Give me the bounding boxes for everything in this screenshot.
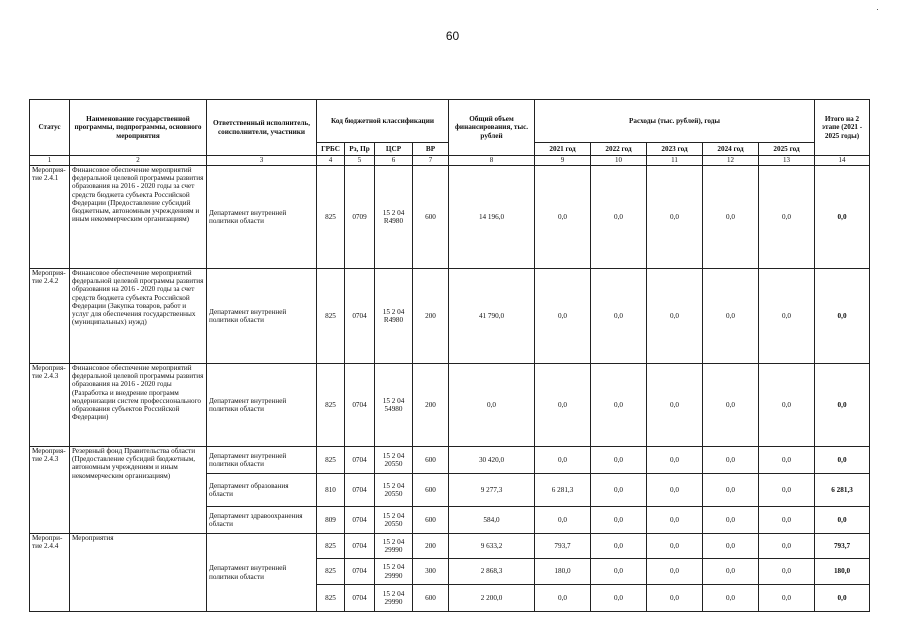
csr-cell: 15 2 04 29990: [375, 534, 413, 559]
stage-total-cell: 793,7: [815, 534, 870, 559]
total-cell: 14 196,0: [449, 166, 535, 269]
y2021-cell: 180,0: [535, 559, 591, 585]
total-cell: 0,0: [449, 364, 535, 447]
grbs-cell: 825: [317, 269, 345, 364]
y2025-cell: 0,0: [759, 447, 815, 474]
rzpr-cell: 0704: [345, 534, 375, 559]
index-cell: 7: [413, 156, 449, 166]
total-cell: 584,0: [449, 507, 535, 534]
stage-total-cell: 0,0: [815, 585, 870, 612]
header-row: [30, 100, 870, 143]
grbs-cell: 825: [317, 166, 345, 269]
status-cell: Мероприя- тие 2.4.3: [30, 364, 70, 447]
y2024-cell: 0,0: [703, 166, 759, 269]
total-cell: 2 868,3: [449, 559, 535, 585]
y2021-cell: 0,0: [535, 364, 591, 447]
y2021-cell: 793,7: [535, 534, 591, 559]
grbs-cell: 810: [317, 474, 345, 507]
y2022-cell: 0,0: [591, 534, 647, 559]
name-cell: Резервный фонд Правительства области (Предоставление субсидий бюджетным, автономным учреждениям и иным некоммерческим организациям): [70, 447, 207, 534]
y2023-cell: 0,0: [647, 559, 703, 585]
y2025-cell: 0,0: [759, 166, 815, 269]
executor-cell: Департамент внутренней политики области: [207, 364, 317, 447]
rzpr-cell: 0704: [345, 447, 375, 474]
index-cell: 3: [207, 156, 317, 166]
col-name: Наименование государственной программы, подпрограммы, основного мероприятия: [70, 100, 207, 156]
total-cell: 9 633,2: [449, 534, 535, 559]
col-vr: ВР: [413, 143, 449, 156]
y2024-cell: 0,0: [703, 364, 759, 447]
stage-total-cell: 0,0: [815, 269, 870, 364]
page-number: 60: [445, 29, 460, 43]
y2024-cell: 0,0: [703, 559, 759, 585]
stage-total-cell: 0,0: [815, 364, 870, 447]
budget-table: [29, 99, 870, 612]
rzpr-cell: 0704: [345, 474, 375, 507]
y2023-cell: 0,0: [647, 166, 703, 269]
y2025-cell: 0,0: [759, 559, 815, 585]
executor-cell: Департамент образования области: [207, 474, 317, 507]
y2022-cell: 0,0: [591, 364, 647, 447]
col-stage-total: Итого на 2 этапе (2021 - 2025 годы): [815, 100, 870, 156]
vr-cell: 600: [413, 507, 449, 534]
total-cell: 30 420,0: [449, 447, 535, 474]
y2021-cell: 0,0: [535, 269, 591, 364]
col-2022: 2022 год: [591, 143, 647, 156]
rzpr-cell: 0709: [345, 166, 375, 269]
y2022-cell: 0,0: [591, 474, 647, 507]
executor-cell: Департамент внутренней политики области: [207, 269, 317, 364]
y2024-cell: 0,0: [703, 507, 759, 534]
name-cell: Финансовое обеспечение мероприятий федеральной целевой программы развития образования на 2016 - 2020 годы (Разработка и внедрение программ модернизации систем профессионального образования субъектов Российской Федерации): [70, 364, 207, 447]
col-executor: Ответственный исполнитель, соисполнители, участники: [207, 100, 317, 156]
table-row: [30, 166, 870, 269]
executor-cell: Департамент внутренней политики области: [207, 534, 317, 612]
csr-cell: 15 2 04 R4980: [375, 166, 413, 269]
col-status: Статус: [30, 100, 70, 156]
index-row: [30, 156, 870, 166]
y2022-cell: 0,0: [591, 447, 647, 474]
y2021-cell: 0,0: [535, 447, 591, 474]
vr-cell: 600: [413, 447, 449, 474]
rzpr-cell: 0704: [345, 559, 375, 585]
y2022-cell: 0,0: [591, 559, 647, 585]
y2021-cell: 0,0: [535, 585, 591, 612]
name-cell: Мероприятия: [70, 534, 207, 612]
status-cell: Мероприя- тие 2.4.1: [30, 166, 70, 269]
executor-cell: Департамент внутренней политики области: [207, 166, 317, 269]
index-cell: 2: [70, 156, 207, 166]
y2022-cell: 0,0: [591, 507, 647, 534]
y2023-cell: 0,0: [647, 534, 703, 559]
index-cell: 6: [375, 156, 413, 166]
csr-cell: 15 2 04 29990: [375, 559, 413, 585]
y2023-cell: 0,0: [647, 474, 703, 507]
col-expenses: Расходы (тыс. рублей), годы: [535, 100, 815, 143]
vr-cell: 600: [413, 585, 449, 612]
total-cell: 9 277,3: [449, 474, 535, 507]
y2022-cell: 0,0: [591, 269, 647, 364]
y2023-cell: 0,0: [647, 507, 703, 534]
col-grbs: ГРБС: [317, 143, 345, 156]
index-cell: 5: [345, 156, 375, 166]
y2025-cell: 0,0: [759, 474, 815, 507]
vr-cell: 200: [413, 269, 449, 364]
y2021-cell: 0,0: [535, 166, 591, 269]
y2022-cell: 0,0: [591, 166, 647, 269]
vr-cell: 600: [413, 474, 449, 507]
index-cell: 13: [759, 156, 815, 166]
y2025-cell: 0,0: [759, 269, 815, 364]
total-cell: 2 200,0: [449, 585, 535, 612]
stage-total-cell: 6 281,3: [815, 474, 870, 507]
scan-speck: [877, 9, 878, 10]
y2024-cell: 0,0: [703, 269, 759, 364]
grbs-cell: 825: [317, 534, 345, 559]
grbs-cell: 809: [317, 507, 345, 534]
col-2025: 2025 год: [759, 143, 815, 156]
table-row: [30, 364, 870, 447]
index-cell: 1: [30, 156, 70, 166]
grbs-cell: 825: [317, 364, 345, 447]
y2025-cell: 0,0: [759, 364, 815, 447]
csr-cell: 15 2 04 29990: [375, 585, 413, 612]
status-cell: Мероприя- тие 2.4.3: [30, 447, 70, 534]
col-2024: 2024 год: [703, 143, 759, 156]
y2024-cell: 0,0: [703, 474, 759, 507]
col-rzpr: Рз, Пр: [345, 143, 375, 156]
csr-cell: 15 2 04 20550: [375, 474, 413, 507]
csr-cell: 15 2 04 20550: [375, 447, 413, 474]
index-cell: 12: [703, 156, 759, 166]
grbs-cell: 825: [317, 559, 345, 585]
y2024-cell: 0,0: [703, 447, 759, 474]
stage-total-cell: 0,0: [815, 166, 870, 269]
vr-cell: 200: [413, 364, 449, 447]
rzpr-cell: 0704: [345, 507, 375, 534]
executor-cell: Департамент здравоохранения области: [207, 507, 317, 534]
table-row: [30, 534, 870, 559]
rzpr-cell: 0704: [345, 364, 375, 447]
col-2021: 2021 год: [535, 143, 591, 156]
col-2023: 2023 год: [647, 143, 703, 156]
rzpr-cell: 0704: [345, 269, 375, 364]
y2023-cell: 0,0: [647, 364, 703, 447]
stage-total-cell: 0,0: [815, 447, 870, 474]
grbs-cell: 825: [317, 447, 345, 474]
col-csr: ЦСР: [375, 143, 413, 156]
table-row: [30, 269, 870, 364]
y2025-cell: 0,0: [759, 534, 815, 559]
status-cell: Меропри- тие 2.4.4: [30, 534, 70, 612]
name-cell: Финансовое обеспечение мероприятий федеральной целевой программы развития образования на 2016 - 2020 годы за счет средств бюджета субъекта Российской Федерации (Закупка товаров, работ и услуг для обеспечения государственных (муниципальных) нужд): [70, 269, 207, 364]
vr-cell: 200: [413, 534, 449, 559]
y2024-cell: 0,0: [703, 585, 759, 612]
stage-total-cell: 0,0: [815, 507, 870, 534]
table-row: [30, 447, 870, 474]
vr-cell: 600: [413, 166, 449, 269]
executor-cell: Департамент внутренней политики области: [207, 447, 317, 474]
index-cell: 9: [535, 156, 591, 166]
col-total-funding: Общий объем финансирования, тыс. рублей: [449, 100, 535, 156]
vr-cell: 300: [413, 559, 449, 585]
csr-cell: 15 2 04 20550: [375, 507, 413, 534]
y2021-cell: 0,0: [535, 507, 591, 534]
y2023-cell: 0,0: [647, 585, 703, 612]
y2022-cell: 0,0: [591, 585, 647, 612]
index-cell: 11: [647, 156, 703, 166]
rzpr-cell: 0704: [345, 585, 375, 612]
y2024-cell: 0,0: [703, 534, 759, 559]
y2025-cell: 0,0: [759, 507, 815, 534]
grbs-cell: 825: [317, 585, 345, 612]
col-budget-code: Код бюджетной классификации: [317, 100, 449, 143]
csr-cell: 15 2 04 R4980: [375, 269, 413, 364]
index-cell: 8: [449, 156, 535, 166]
index-cell: 14: [815, 156, 870, 166]
y2023-cell: 0,0: [647, 269, 703, 364]
name-cell: Финансовое обеспечение мероприятий федеральной целевой программы развития образования на 2016 - 2020 годы за счет средств бюджета субъекта Российской Федерации (Предоставление субсидий бюджетным, автономным учреждениям и иным некоммерческим организациям): [70, 166, 207, 269]
y2021-cell: 6 281,3: [535, 474, 591, 507]
csr-cell: 15 2 04 54980: [375, 364, 413, 447]
y2025-cell: 0,0: [759, 585, 815, 612]
index-cell: 4: [317, 156, 345, 166]
status-cell: Мероприя- тие 2.4.2: [30, 269, 70, 364]
total-cell: 41 790,0: [449, 269, 535, 364]
stage-total-cell: 180,0: [815, 559, 870, 585]
index-cell: 10: [591, 156, 647, 166]
y2023-cell: 0,0: [647, 447, 703, 474]
